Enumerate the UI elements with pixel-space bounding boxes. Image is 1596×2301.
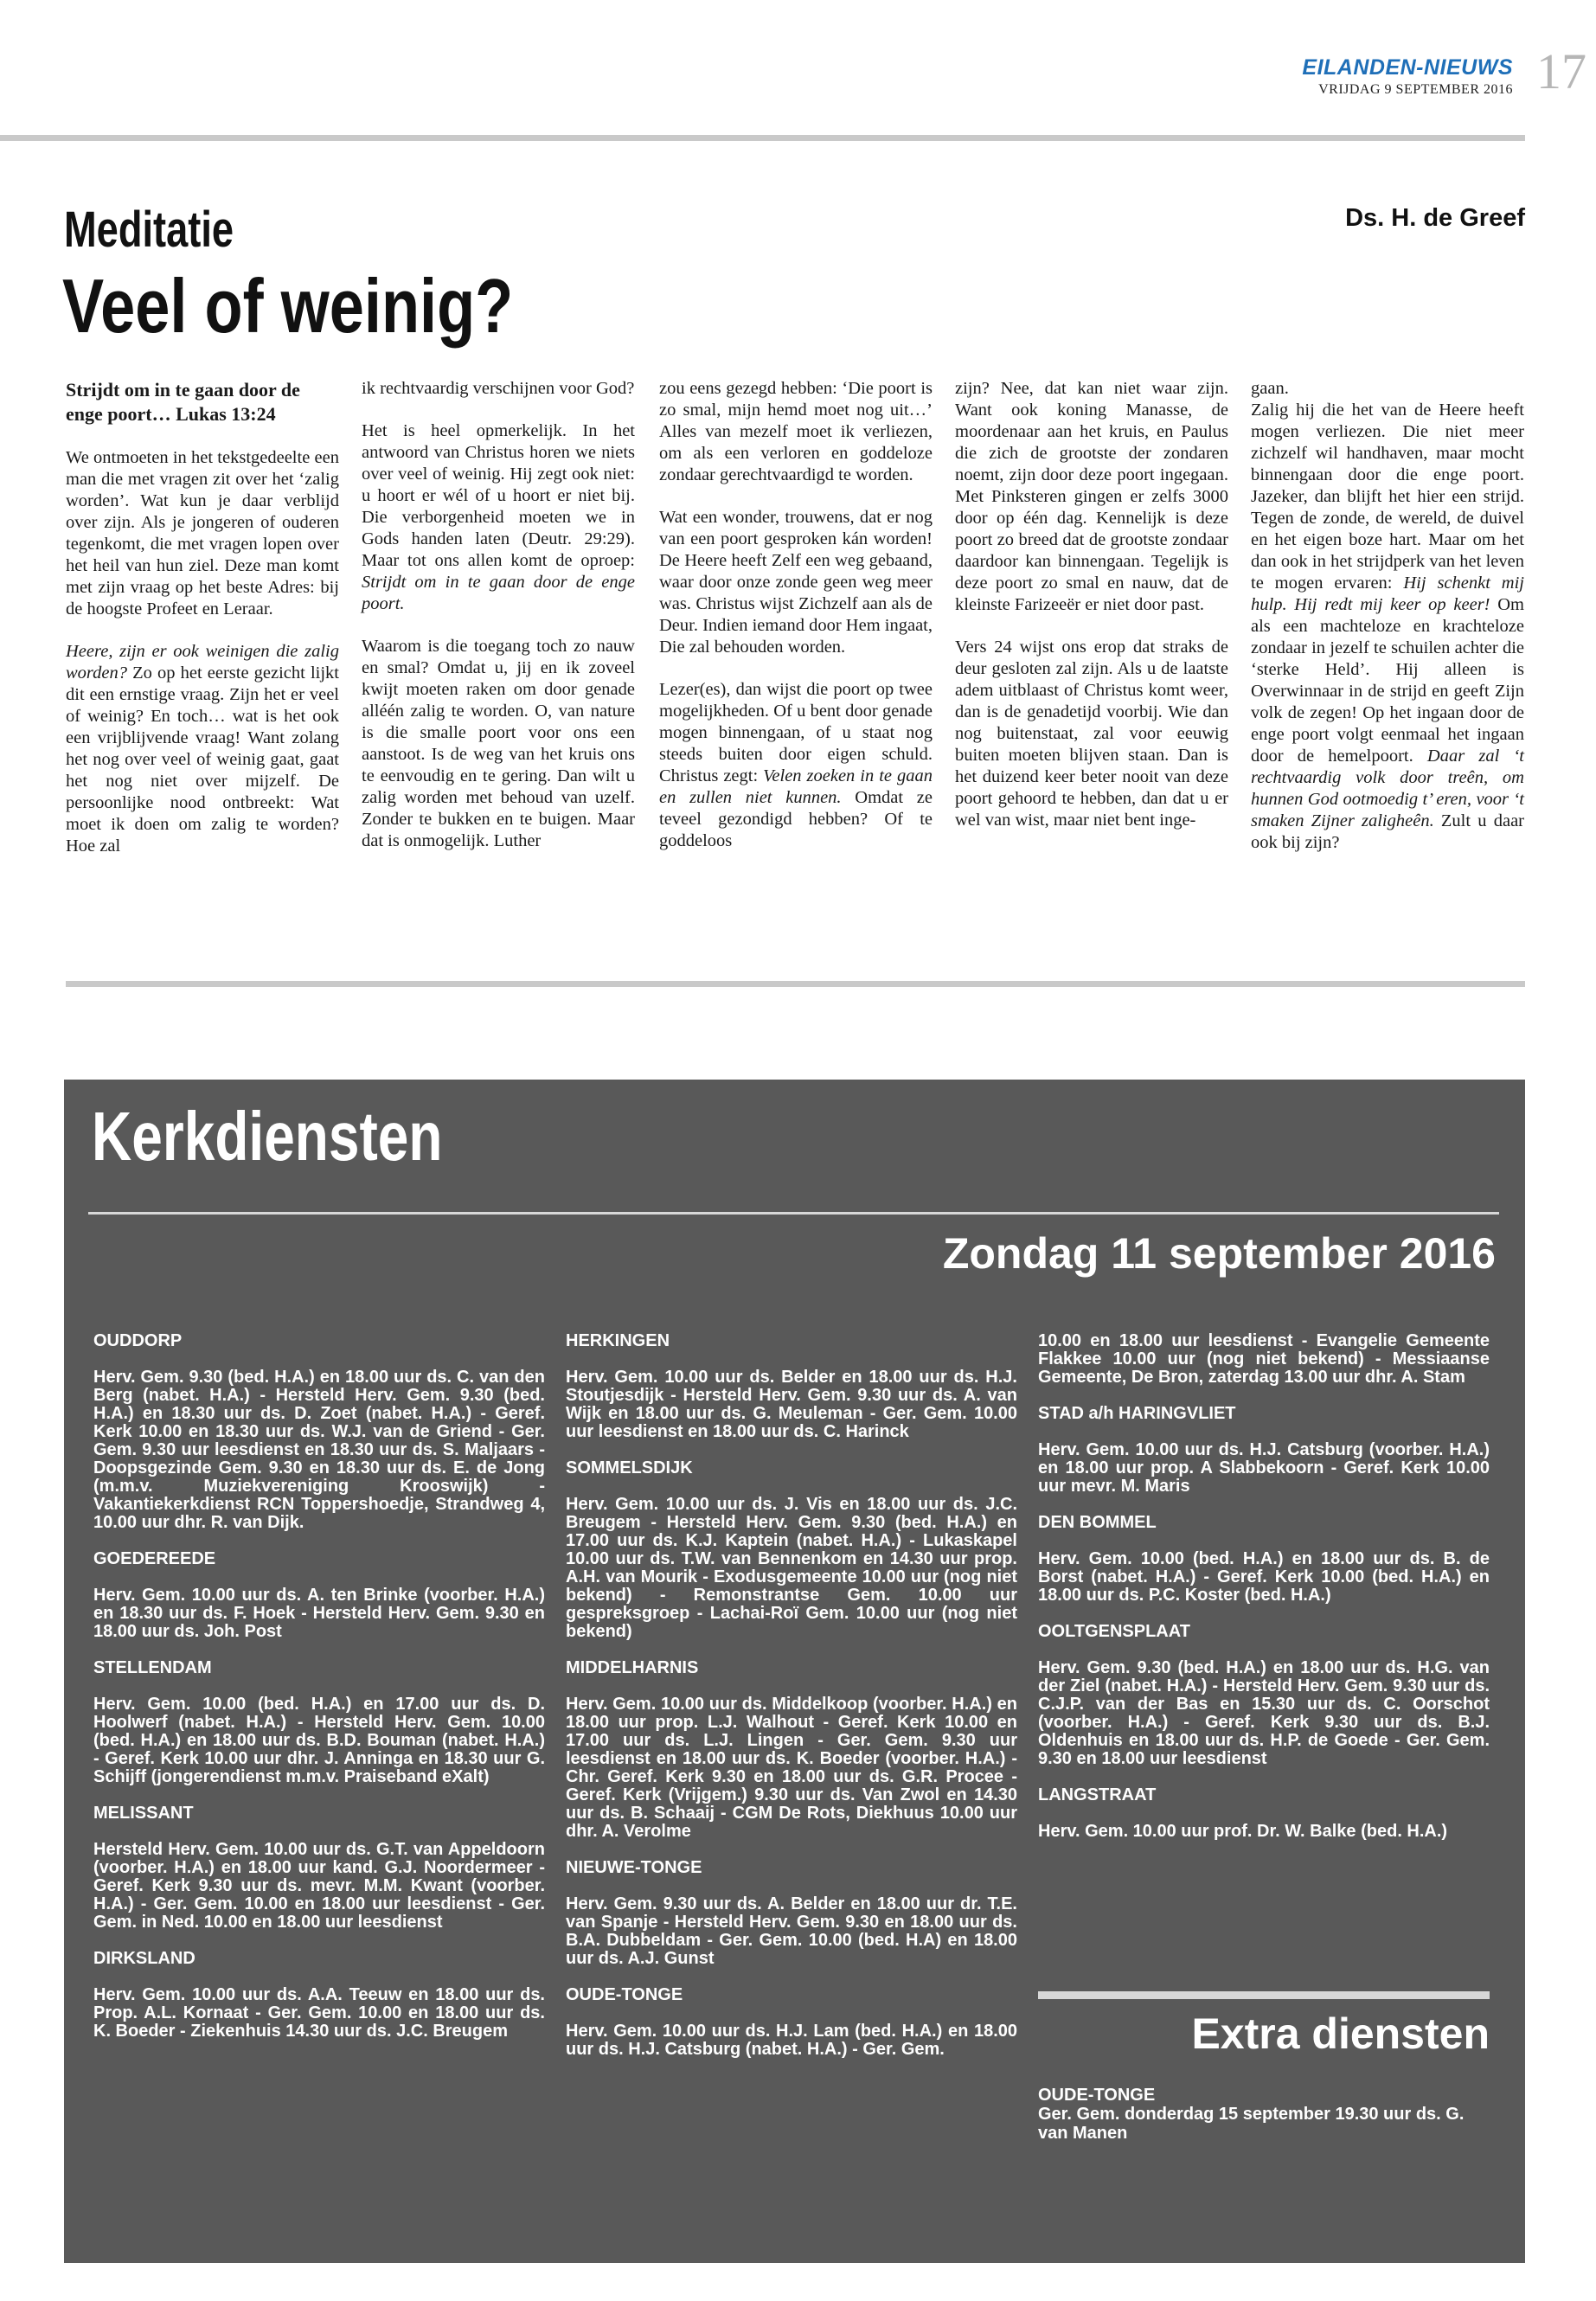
service-listing: Herv. Gem. 10.00 uur prof. Dr. W. Balke (bed. H.A.) [1038, 1822, 1448, 1841]
service-listing: Herv. Gem. 10.00 uur ds. H.J. Lam (bed. H.A.) en 18.00 uur ds. H.J. Catsburg (nabet. H.A.) - Ger. Gem. [566, 2022, 1017, 2059]
place-heading: OUDDORP [93, 1331, 183, 1350]
text-run: Zult u daar ook bij zijn? [1251, 811, 1524, 852]
text-run: Het is heel opmerkelijk. In het antwoord van Christus horen we niets over veel of weinig. Hij zegt ook niet: u hoort er wél of u hoort er niet bij. Die verborgenheid moeten we in Gods handen laten (Deutr. 29:29). Maar tot ons allen komt de oproep: [362, 421, 635, 570]
text-run: gaan. Zalig hij die het van de Heere heeft mogen verliezen. Die niet meer zichzelf wil handhaven, maar mocht binnengaan door die enge poort. Jazeker, dan blijft het hier een strijd. Tegen de zonde, de wereld, de duivel en het eigen boze hart. Maar om het dan ook in het strijdperk van het leven te mogen ervaren: [1251, 379, 1524, 593]
paragraph: zijn? Nee, dat kan niet waar zijn. Want ook koning Manasse, de moordenaar aan het kruis, en Paulus die zich de grootste der zondaren noemt, zijn door deze poort ingegaan. Met Pinksteren gingen er zelfs 3000 door op één dag. Kennelijk is deze poort zo breed dat de grootste zondaar daardoor kan binnengaan. Tegelijk is deze poort zo smal en nauw, dat de kleinste Farizeeër er niet door past. [955, 379, 1228, 614]
place-heading: STAD a/h HARINGVLIET [1038, 1404, 1236, 1423]
lead-text: Strijdt om in te gaan door de enge poort… Lukas 13:24 [66, 379, 300, 425]
place-heading: OUDE-TONGE [1038, 2086, 1156, 2105]
services-date: Zondag 11 september 2016 [942, 1229, 1496, 1278]
place-heading: MIDDELHARNIS [566, 1658, 699, 1677]
place-heading: MELISSANT [93, 1804, 194, 1823]
page-number: 17 [1536, 43, 1586, 99]
service-listing: Herv. Gem. 10.00 uur ds. J. Vis en 18.00 uur ds. J.C. Breugem - Hersteld Herv. Gem. 9.30 (bed. H.A.) en 17.00 uur ds. K.J. Kaptein (nabet. H.A.) - Lukaskapel 10.00 uur ds. T.W. van Bennenkom en 14.30 uur prop. A.H. van Mourik - Exodusgemeente 10.00 uur (nog niet bekend) - Remonstrantse Gem. 10.00 uur gespreksgroep - Lachai-Roï Gem. 10.00 uur (nog niet bekend) [566, 1495, 1017, 1641]
paragraph: Wat een wonder, trouwens, dat er nog van een poort gesproken kán worden! De Heere heeft Zelf een weg gebaand, waar door onze zonde geen weg meer was. Christus wijst Zichzelf aan als de Deur. Indien iemand door Hem ingaat, Die zal behouden worden. [659, 508, 933, 657]
place-heading: STELLENDAM [93, 1658, 212, 1677]
text-run: Omdat ze teveel gezondigd hebben? Of te goddeloos [659, 788, 933, 850]
extra-services-listing [1038, 2086, 1490, 2143]
issue-date: VRIJDAG 9 SEPTEMBER 2016 [1318, 82, 1513, 97]
article-column-5 [1251, 378, 1524, 854]
italic-text: Hij schenkt mij hulp. Hij redt mij keer op keer! [1251, 574, 1524, 614]
italic-text: Velen zoeken in te gaan en zullen niet kunnen. [659, 766, 933, 807]
place-heading: OUDE-TONGE [566, 1985, 683, 2004]
article-kicker: Meditatie [64, 202, 234, 258]
top-divider [0, 135, 1525, 141]
italic-text: Daar zal ‘t rechtvaardig volk door treên, om hunnen God ootmoedig t’ eren, voor ‘t smaken Zijner zaligheên. [1251, 747, 1524, 830]
article-column-4 [955, 378, 1228, 831]
service-listing: Herv. Gem. 9.30 (bed. H.A.) en 18.00 uur ds. H.G. van der Ziel (nabet. H.A.) - Hersteld Herv. Gem. 9.30 uur ds. C.J.P. van der Bas en 15.30 uur ds. C. Oorschot (voorber. H.A.) - Geref. Kerk 9.30 uur ds. B.J. Oldenhuis en 18.00 uur ds. H.P. de Goede - Ger. Gem. 9.30 en 18.00 uur leesdienst [1038, 1658, 1490, 1768]
church-services-box [64, 1080, 1525, 2263]
services-column-3 [1038, 1332, 1490, 1841]
paragraph: Waarom is die toegang toch zo nauw en smal? Omdat u, jij en ik zoveel kwijt moeten raken om door genade alléén zalig te worden. O, van nature is die smalle poort voor ons een aanstoot. Is de weg van het kruis ons te eenvoudig en te gering. Dan wilt u zalig worden met behoud van uzelf. Zonder te bukken en te buigen. Maar dat is onmogelijk. Luther [362, 637, 635, 850]
place-heading: OOLTGENSPLAAT [1038, 1622, 1190, 1641]
paragraph: zou eens gezegd hebben: ‘Die poort is zo smal, mijn hemd moet nog uit…’ Alles van mezelf moet ik verliezen, om als een verloren en goddeloze zondaar gerechtvaardigd te worden. [659, 379, 933, 484]
paragraph: We ontmoeten in het tekstgedeelte een man die met vragen zit over het ‘zalig worden’. Wat kun je daar verblijd over zijn. Als je jongeren of ouderen tegenkomt, die met vragen lopen over het heil van hun ziel. Deze man komt met zijn vraag op het beste Adres: bij de hoogste Profeet en Leraar. [66, 448, 339, 619]
service-listing: Herv. Gem. 10.00 uur ds. A. ten Brinke (voorber. H.A.) en 18.30 uur ds. F. Hoek - Hersteld Herv. Gem. 9.30 en 18.00 uur ds. Joh. Post [93, 1586, 545, 1641]
article-headline: Veel of weinig? [62, 263, 514, 349]
services-divider [88, 1212, 1499, 1215]
paragraph [362, 420, 635, 615]
paragraph: Vers 24 wijst ons erop dat straks de deur gesloten zal zijn. Als u de laatste adem uitblaast of Christus komt weer, dan is de genadetijd voorbij. Wie dan nog buitenstaat, zal voor eeuwig buiten moeten blijven staan. Dan is het duizend keer beter nooit van deze poort gehoord te hebben, dan dat u er wel van wist, maar niet bent inge- [955, 638, 1228, 830]
service-listing: Ger. Gem. donderdag 15 september 19.30 uur ds. G. van Manen [1038, 2105, 1465, 2143]
service-listing: Hersteld Herv. Gem. 10.00 uur ds. G.T. van Appeldoorn (voorber. H.A.) en 18.00 uur kand. G.J. Noordermeer - Geref. Kerk 9.30 uur ds. mevr. M.M. Kwant (voorber. H.A.) - Ger. Gem. 10.00 en 18.00 uur leesdienst - Ger. Gem. in Ned. 10.00 en 18.00 uur leesdienst [93, 1840, 545, 1932]
paragraph [659, 679, 933, 852]
italic-text: Heere, zijn er ook weinigen die zalig worden? [66, 642, 339, 683]
article-column-3 [659, 378, 933, 852]
paragraph: ik rechtvaardig verschijnen voor God? [362, 379, 635, 398]
service-listing: Herv. Gem. 10.00 uur ds. A.A. Teeuw en 18.00 uur ds. Prop. A.L. Kornaat - Ger. Gem. 10.00 en 18.00 uur ds. K. Boeder - Ziekenhuis 14.30 uur ds. J.C. Breugem [93, 1985, 545, 2041]
service-listing: Herv. Gem. 9.30 (bed. H.A.) en 18.00 uur ds. C. van den Berg (nabet. H.A.) - Hersteld Herv. Gem. 9.30 (bed. H.A.) en 18.30 uur ds. D. Zoet (nabet. H.A.) - Geref. Kerk 10.00 en 18.30 uur ds. W.J. van de Griend - Ger. Gem. 9.30 uur leesdienst en 18.30 uur ds. S. Maljaars - Doopsgezinde Gem. 9.30 en 18.30 uur ds. E. de Jong (m.m.v. Muziekvereniging Krooswijk) - Vakantiekerkdienst RCN Toppershoedje, Strandweg 4, 10.00 uur dhr. R. van Dijk. [93, 1368, 545, 1532]
place-heading: LANGSTRAAT [1038, 1785, 1157, 1804]
extra-services-title: Extra diensten [1191, 2009, 1490, 2058]
article-column-1 [66, 378, 339, 857]
place-heading: DIRKSLAND [93, 1949, 195, 1968]
italic-text: Strijdt om in te gaan door de enge poort. [362, 573, 635, 613]
place-heading: SOMMELSDIJK [566, 1458, 693, 1477]
article-body [66, 378, 1524, 932]
service-listing: 10.00 en 18.00 uur leesdienst - Evangelie Gemeente Flakkee 10.00 uur (nog niet bekend) - Messiaanse Gemeente, De Bron, zaterdag 13.00 uur dhr. A. Stam [1038, 1331, 1490, 1387]
service-listing: Herv. Gem. 10.00 uur ds. Middelkoop (voorber. H.A.) en 18.00 uur prop. L.J. Walhout - Geref. Kerk 10.00 en 17.00 uur ds. L.J. Lingen - Ger. Gem. 9.30 uur leesdienst en 18.00 uur ds. K. Boeder (voorber. H.A.) - Chr. Geref. Kerk 9.30 en 18.00 uur ds. G.R. Procee - Geref. Kerk (Vrijgem.) 9.30 uur ds. Van Zwol en 14.30 uur ds. B. Schaaij - CGM De Rots, Diekhuus 10.00 uur dhr. A. Verolme [566, 1695, 1017, 1841]
text-run: Zo op het eerste gezicht lijkt dit een ernstige vraag. Zijn het er veel of weinig? En toch… wat is het ook een vrijblijvende vraag! Want zolang het nog over veel of weinig gaat, gaat het nog niet over mijzelf. De persoonlijke nood ontbreekt: Wat moet ik doen om zalig te worden? Hoe zal [66, 663, 339, 856]
place-heading: NIEUWE-TONGE [566, 1858, 702, 1877]
paper-name: EILANDEN-NIEUWS [1302, 55, 1513, 80]
place-heading: GOEDEREEDE [93, 1549, 216, 1568]
place-heading: HERKINGEN [566, 1331, 670, 1350]
extra-services-divider [1038, 1991, 1490, 1999]
services-column-2 [566, 1332, 1017, 2059]
service-listing: Herv. Gem. 10.00 uur ds. Belder en 18.00 uur ds. H.J. Stoutjesdijk - Hersteld Herv. Gem. 9.30 uur ds. A. van Wijk en 18.00 uur ds. G. Meuleman - Ger. Gem. 10.00 uur leesdienst en 18.00 uur ds. C. Harinck [566, 1368, 1017, 1441]
service-listing: Herv. Gem. 10.00 (bed. H.A.) en 18.00 uur ds. B. de Borst (nabet. H.A.) - Geref. Kerk 10.00 (bed. H.A.) en 18.00 uur ds. P.C. Koster (bed. H.A.) [1038, 1549, 1490, 1605]
section-divider [66, 981, 1525, 987]
article-author: Ds. H. de Greef [1345, 204, 1525, 232]
paragraph [1251, 378, 1524, 854]
text-run: Om als een machteloze en krachteloze zondaar in jezelf te schuilen achter die ‘sterke Held’. Hij alleen is Overwinnaar in de strijd en geeft Zijn volk de zegen! Op het ingaan door de enge poort volgt eenmaal het ingaan door de hemelpoort. [1251, 595, 1524, 766]
text-run: Lezer(es), dan wijst die poort op twee mogelijkheden. Of u bent door genade mogen binnengaan, of u staat nog steeds buiten door eigen schuld. Christus zegt: [659, 680, 933, 785]
paragraph [66, 641, 339, 857]
service-listing: Herv. Gem. 9.30 uur ds. A. Belder en 18.00 uur dr. T.E. van Spanje - Hersteld Herv. Gem. 9.30 en 18.00 uur ds. B.A. Dubbeldam - Ger. Gem. 10.00 (bed. H.A) en 18.00 uur ds. A.J. Gunst [566, 1894, 1017, 1968]
masthead [1302, 55, 1513, 98]
services-column-1 [93, 1332, 545, 2041]
service-listing: Herv. Gem. 10.00 uur ds. H.J. Catsburg (voorber. H.A.) en 18.00 uur prop. A Slabbekoorn - Geref. Kerk 10.00 uur mevr. M. Maris [1038, 1440, 1490, 1496]
place-heading: DEN BOMMEL [1038, 1513, 1157, 1532]
services-title: Kerkdiensten [92, 1098, 443, 1175]
article-column-2 [362, 378, 635, 852]
service-listing: Herv. Gem. 10.00 (bed. H.A.) en 17.00 uur ds. D. Hoolwerf (nabet. H.A.) - Hersteld Herv. Gem. 10.00 (bed. H.A.) en 18.00 uur ds. B.D. Bouman (nabet. H.A.) - Geref. Kerk 10.00 uur dhr. J. Anninga en 18.30 uur G. Schijff (jongerendienst m.m.v. Praiseband eXalt) [93, 1695, 545, 1786]
